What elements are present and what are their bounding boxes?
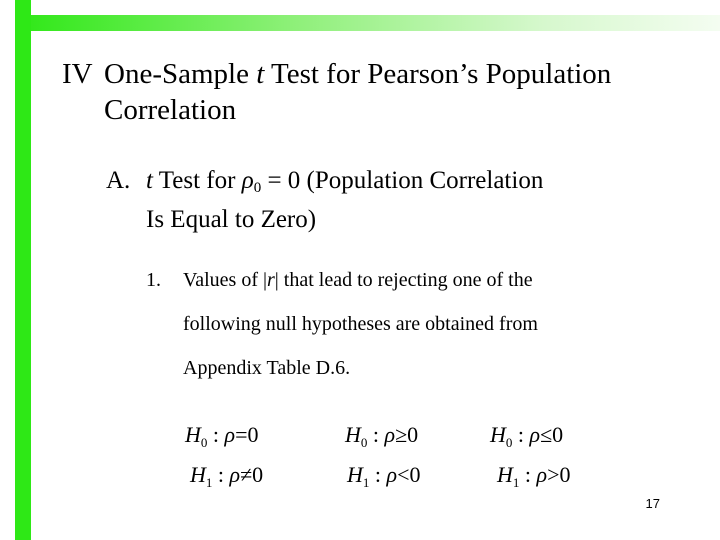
rho-symbol: ρ xyxy=(386,462,398,487)
section-a-pre: Test for xyxy=(152,167,242,194)
rho-symbol: ρ xyxy=(224,422,236,447)
relation: = xyxy=(235,422,248,447)
section-a-rho-sub: 0 xyxy=(253,180,262,196)
item-1-pre: Values of | xyxy=(183,269,267,291)
h-sub: 0 xyxy=(200,435,208,450)
h-symbol: H xyxy=(185,422,201,447)
title-numeral: IV xyxy=(62,58,93,90)
rho-symbol: ρ xyxy=(384,422,396,447)
section-a-line2: Is Equal to Zero) xyxy=(146,206,317,233)
value: 0 xyxy=(559,462,571,487)
decorative-vertical-bar xyxy=(15,0,31,540)
list-item-1 xyxy=(146,258,686,390)
value: 0 xyxy=(247,422,259,447)
section-a xyxy=(106,165,696,236)
value: 0 xyxy=(552,422,564,447)
colon: : xyxy=(369,462,387,487)
relation: > xyxy=(547,462,560,487)
relation: < xyxy=(397,462,410,487)
hypothesis-h0-3 xyxy=(490,422,563,456)
hypothesis-h1-2 xyxy=(347,462,421,496)
section-a-letter: A. xyxy=(106,167,131,194)
item-1-line3: Appendix Table D.6. xyxy=(183,357,351,379)
value: 0 xyxy=(407,422,419,447)
section-a-rho: ρ xyxy=(241,167,254,194)
decorative-corner xyxy=(15,15,31,31)
hypothesis-h1-3 xyxy=(497,462,571,496)
relation: ≥ xyxy=(395,422,408,447)
rho-symbol: ρ xyxy=(229,462,241,487)
h-symbol: H xyxy=(347,462,363,487)
h-symbol: H xyxy=(497,462,513,487)
hypothesis-h1-1 xyxy=(190,462,263,496)
h-sub: 1 xyxy=(512,475,520,490)
value: 0 xyxy=(252,462,264,487)
colon: : xyxy=(212,462,230,487)
relation: ≠ xyxy=(240,462,253,487)
item-1-number: 1. xyxy=(146,269,161,291)
title-line1-pre: One-Sample xyxy=(104,58,257,90)
title-line1-post: Test for Pearson’s Population xyxy=(264,58,612,90)
colon: : xyxy=(367,422,385,447)
rho-symbol: ρ xyxy=(529,422,541,447)
h-sub: 0 xyxy=(505,435,513,450)
value: 0 xyxy=(409,462,421,487)
colon: : xyxy=(207,422,225,447)
colon: : xyxy=(512,422,530,447)
item-1-post: | that lead to rejecting one of the xyxy=(274,269,533,291)
h-sub: 1 xyxy=(205,475,213,490)
h-sub: 1 xyxy=(362,475,370,490)
title-line2: Correlation xyxy=(104,94,237,126)
hypothesis-h0-2 xyxy=(345,422,418,456)
title-t-symbol: t xyxy=(256,58,265,90)
section-a-t-symbol: t xyxy=(146,167,153,194)
h-symbol: H xyxy=(490,422,506,447)
slide-title xyxy=(62,56,702,128)
relation: ≤ xyxy=(540,422,553,447)
h-symbol: H xyxy=(345,422,361,447)
hypothesis-h0-1 xyxy=(185,422,259,456)
section-a-post: = 0 (Population Correlation xyxy=(261,167,544,194)
decorative-horizontal-bar xyxy=(15,15,720,31)
slide-number: 17 xyxy=(645,496,660,511)
h-symbol: H xyxy=(190,462,206,487)
h-sub: 0 xyxy=(360,435,368,450)
item-1-line2: following null hypotheses are obtained from xyxy=(183,313,538,335)
colon: : xyxy=(519,462,537,487)
rho-symbol: ρ xyxy=(536,462,548,487)
item-1-r-symbol: r xyxy=(266,269,275,291)
